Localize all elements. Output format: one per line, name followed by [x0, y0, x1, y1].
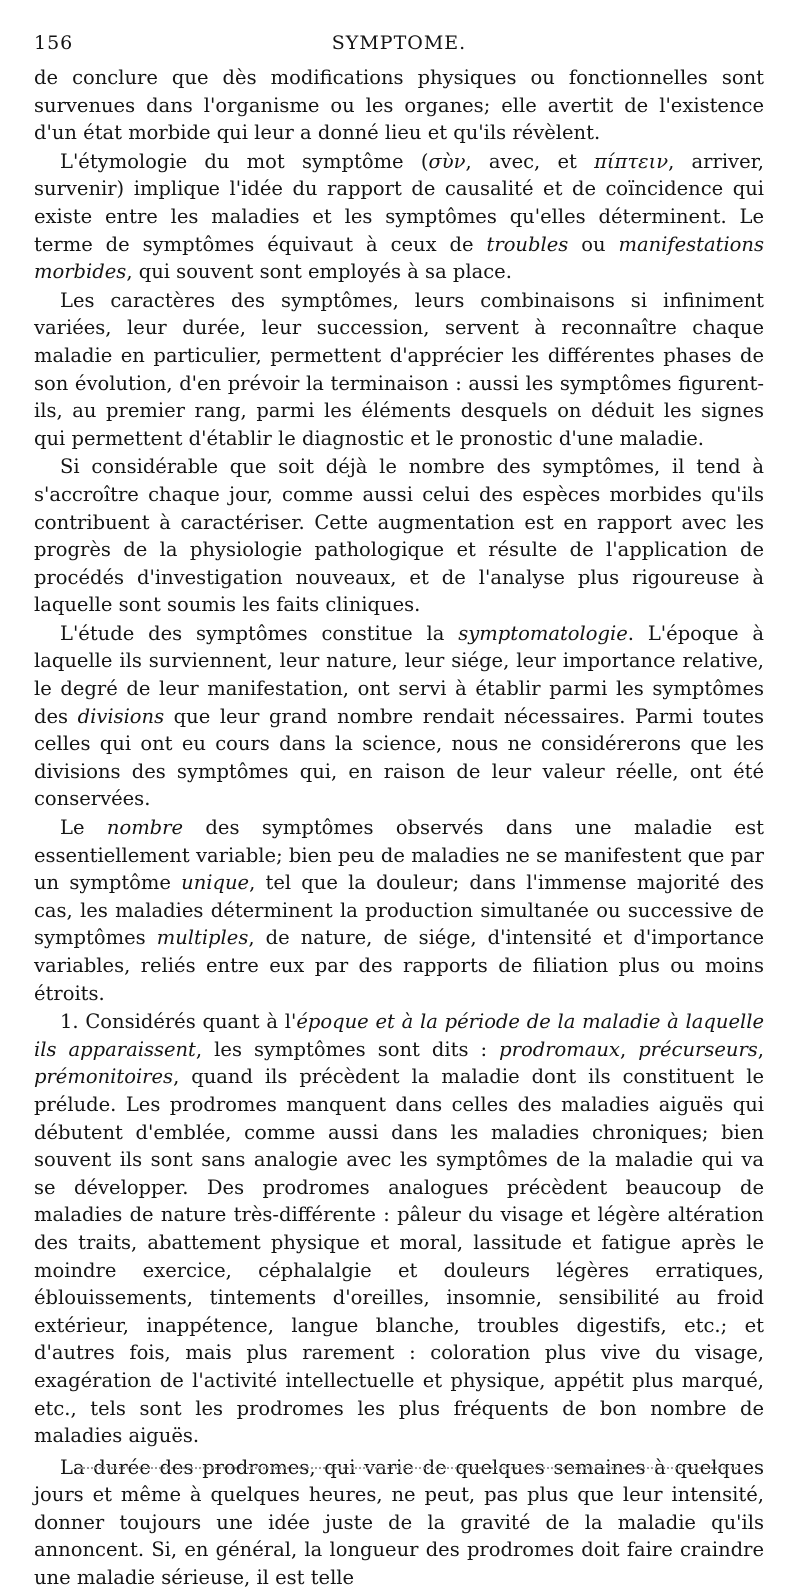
- document-page: [34, 28, 764, 1592]
- text-run: L'étude des symptômes constitue la: [60, 621, 459, 645]
- italic-run: symptomatologie: [458, 621, 628, 645]
- running-title: SYMPTOME.: [331, 32, 467, 54]
- text-run: , les symptômes sont dits :: [195, 1037, 500, 1061]
- text-run: , de nature, de siége, d'intensité et d'importance variables, reliés entre eux par des rapports de filiation plus ou moins étroits.: [34, 926, 764, 1005]
- italic-run: πίπτειν: [594, 149, 669, 173]
- page-number: 156: [34, 32, 74, 54]
- text-run: La durée des prodromes, qui varie de quelques semaines à quelques jours et même à quelques heures, ne peut, pas plus que leur intensité, donner toujours une idée juste de la gravité de la maladie qu'ils annoncent. Si, en général, la longueur des prodromes doit faire craindre une maladie sérieuse, il est telle: [34, 1455, 764, 1590]
- italic-run: troubles: [486, 232, 569, 256]
- text-run: , qui souvent sont employés à sa place.: [126, 260, 512, 284]
- text-run: Le: [60, 816, 107, 840]
- paragraph: [34, 620, 764, 813]
- italic-run: divisions: [77, 704, 165, 728]
- italic-run: manifestations morbides: [34, 232, 764, 284]
- italic-run: nombre: [106, 816, 184, 840]
- paragraph: [34, 287, 764, 453]
- paragraph: [34, 814, 764, 1007]
- text-run: , quand ils précèdent la maladie dont ils constituent le prélude. Les prodromes manquent dans celles des maladies aiguës qui débutent d'emblée, comme aussi dans les maladies chroniques; bien souvent ils sont sans analogie avec les symptômes de la maladie qui va se développer. Des prodromes analogues précèdent beaucoup de maladies de nature très-différente : pâleur du visage et légère altération des traits, abattement physique et moral, lassitude et fatigue après le moindre exercice, céphalalgie et douleurs légères erratiques, éblouissements, tintements d'oreilles, insomnie, sensibilité au froid extérieur, inappétence, langue blanche, troubles digestifs, etc.; et d'autres fois, mais plus rarement : coloration plus vive du visage, exagération de l'activité intellectuelle et physique, appétit plus marqué, etc., tels sont les prodromes les plus fréquents de bon nombre de maladies aiguës.: [34, 1065, 764, 1448]
- text-run: ,: [619, 1037, 639, 1061]
- body-text: [34, 64, 764, 1592]
- italic-run: prodromaux: [499, 1037, 620, 1061]
- text-run: , avec, et: [465, 149, 595, 173]
- text-run: ,: [757, 1037, 764, 1061]
- text-run: des symptômes observés dans une maladie est essentiellement variable; bien peu de maladies ne se manifestent que par un symptôme: [34, 816, 764, 895]
- text-run: , arriver, survenir) implique l'idée du rapport de causalité et de coïncidence qui existe entre les maladies et les symptômes qu'elles déterminent. Le terme de symptômes équivaut à ceux de: [34, 149, 764, 256]
- text-run: Si considérable que soit déjà le nombre des symptômes, il tend à s'accroître chaque jour, comme aussi celui des espèces morbides qu'ils contribuent à caractériser. Cette augmentation est en rapport avec les progrès de la physiologie pathologique et résulte de l'application de procédés d'investigation nouveaux, et de l'analyse plus rigoureuse à laquelle sont soumis les faits cliniques.: [34, 455, 764, 617]
- paragraph: [34, 1454, 764, 1592]
- text-run: 1. Considérés quant à l': [60, 1010, 297, 1034]
- italic-run: précurseurs: [638, 1037, 758, 1061]
- italic-run: prémonitoires: [34, 1065, 174, 1089]
- text-run: que leur grand nombre rendait nécessaires. Parmi toutes celles qui ont eu cours dans la science, nous ne considérerons que les divisions des symptômes qui, en raison de leur valeur réelle, ont été conservées.: [34, 704, 764, 811]
- paragraph: [34, 148, 764, 286]
- paragraph: [34, 1008, 764, 1450]
- italic-run: unique: [181, 871, 250, 895]
- page-header: [34, 28, 764, 64]
- italic-run: σὺν: [428, 149, 466, 173]
- text-run: . L'époque à laquelle ils surviennent, leur nature, leur siége, leur importance relative, le degré de leur manifestation, ont servi à établir parmi les symptômes des: [34, 621, 764, 728]
- paragraph: [34, 64, 764, 147]
- italic-run: époque et à la période de la maladie à laquelle ils apparaissent: [34, 1010, 764, 1061]
- scan-artifact-line: [80, 1467, 740, 1471]
- text-run: Les caractères des symptômes, leurs combinaisons si infiniment variées, leur durée, leur succession, servent à reconnaître chaque maladie en particulier, permettent d'apprécier les différentes phases de son évolution, d'en prévoir la terminaison : aussi les symptômes figurent-ils, au premier rang, parmi les éléments desquels on déduit les signes qui permettent d'établir le diagnostic et le pronostic d'une maladie.: [34, 288, 764, 450]
- text-run: ou: [568, 232, 619, 256]
- italic-run: multiples: [156, 926, 249, 950]
- text-run: de conclure que dès modifications physiques ou fonctionnelles sont survenues dans l'organisme ou les organes; elle avertit de l'existence d'un état morbide qui leur a donné lieu et qu'ils révèlent.: [34, 66, 764, 145]
- paragraph: [34, 453, 764, 619]
- text-run: L'étymologie du mot symptôme (: [60, 149, 429, 173]
- text-run: , tel que la douleur; dans l'immense majorité des cas, les maladies déterminent la production simultanée ou successive de symptômes: [34, 871, 764, 950]
